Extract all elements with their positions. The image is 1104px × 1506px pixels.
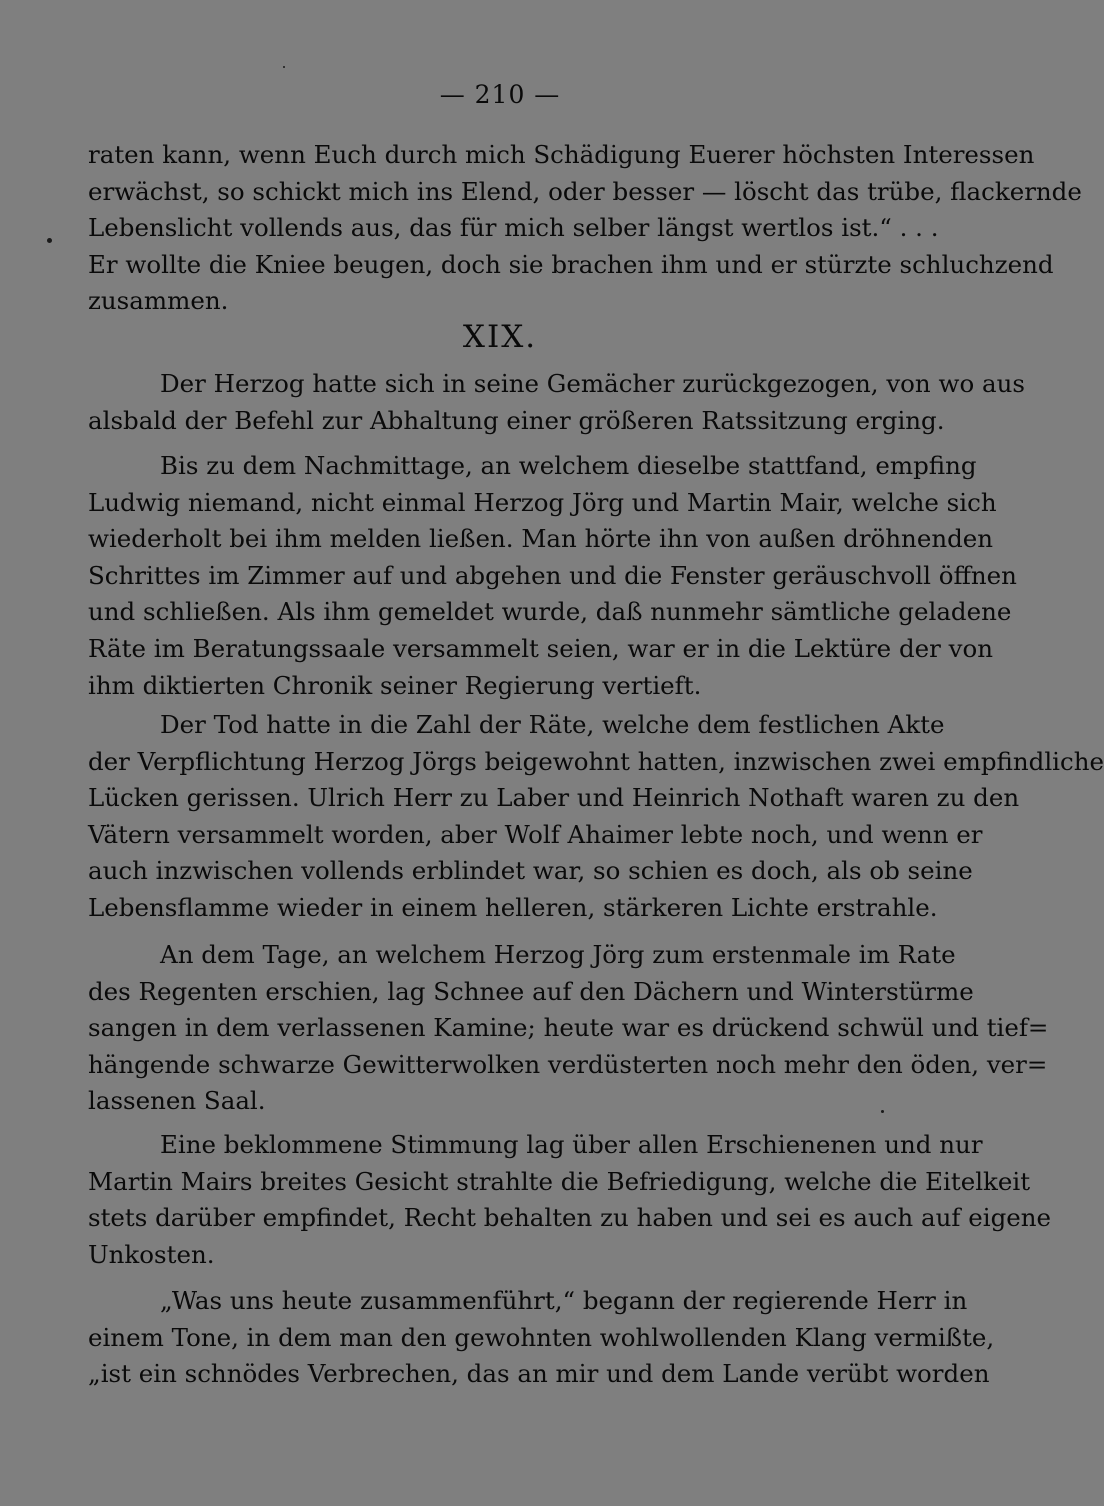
text-line: hängende schwarze Gewitterwolken verdüsterten noch mehr den öden, ver= [88, 1049, 1048, 1079]
paragraph-6 [88, 1283, 995, 1393]
text-line: Lücken gerissen. Ulrich Herr zu Laber und Heinrich Nothaft waren zu den [88, 783, 1020, 813]
text-line: Unkosten. [88, 1239, 215, 1269]
paragraph-2 [88, 448, 1017, 704]
text-line: Bis zu dem Nachmittage, an welchem dieselbe stattfand, empfing [160, 451, 977, 480]
text-line: raten kann, wenn Euch durch mich Schädigung Euerer höchsten Interessen [88, 140, 1035, 169]
text-line: Lebenslicht vollends aus, das für mich selber längst wertlos ist.“ . . . [88, 213, 939, 243]
text-line: Martin Mairs breites Gesicht strahlte die Befriedigung, welche die Eitelkeit [88, 1166, 1031, 1196]
text-line: Vätern versammelt worden, aber Wolf Ahaimer lebte noch, und wenn er [88, 819, 983, 849]
text-line: alsbald der Befehl zur Abhaltung einer größeren Ratssitzung erging. [88, 405, 945, 435]
text-line: „ist ein schnödes Verbrechen, das an mir und dem Lande verübt worden [88, 1359, 990, 1389]
text-line: auch inzwischen vollends erblindet war, so schien es doch, als ob seine [88, 856, 973, 886]
text-line: stets darüber empfindet, Recht behalten zu haben und sei es auch auf eigene [88, 1203, 1052, 1233]
text-line: Er wollte die Kniee beugen, doch sie brachen ihm und er stürzte schluchzend [88, 249, 1054, 279]
text-line: An dem Tage, an welchem Herzog Jörg zum erstenmale im Rate [160, 940, 956, 969]
text-line: Schrittes im Zimmer auf und abgehen und die Fenster geräuschvoll öffnen [88, 560, 1017, 590]
ink-speck [881, 1110, 884, 1113]
paragraph-5 [88, 1127, 1052, 1273]
text-line: und schließen. Als ihm gemeldet wurde, daß nunmehr sämtliche geladene [88, 597, 1012, 627]
ink-speck [283, 66, 285, 68]
text-line: erwächst, so schickt mich ins Elend, oder besser — löscht das trübe, flackernde [88, 176, 1082, 206]
text-line: einem Tone, in dem man den gewohnten wohlwollenden Klang vermißte, [88, 1322, 995, 1352]
text-line: „Was uns heute zusammenführt,“ begann der regierende Herr in [160, 1286, 968, 1315]
text-line: zusammen. [88, 286, 229, 316]
paragraph-3 [88, 707, 1104, 927]
text-line: ihm diktierten Chronik seiner Regierung vertieft. [88, 670, 702, 700]
text-line: Lebensflamme wieder in einem helleren, stärkeren Lichte erstrahle. [88, 892, 938, 922]
text-line: wiederholt bei ihm melden ließen. Man hörte ihn von außen dröhnenden [88, 524, 994, 554]
page-number: — 210 — [439, 80, 561, 109]
text-line: lassenen Saal. [88, 1086, 266, 1116]
paragraph-1 [88, 366, 1025, 439]
text-line: der Verpflichtung Herzog Jörgs beigewohnt hatten, inzwischen zwei empfindliche [88, 746, 1104, 776]
text-line: Ludwig niemand, nicht einmal Herzog Jörg und Martin Mair, welche sich [88, 487, 997, 517]
text-line: Der Herzog hatte sich in seine Gemächer zurückgezogen, von wo aus [160, 369, 1025, 398]
text-line: Räte im Beratungssaale versammelt seien, war er in die Lektüre der von [88, 633, 993, 663]
paragraph-4 [88, 937, 1049, 1120]
text-line: des Regenten erschien, lag Schnee auf den Dächern und Winterstürme [88, 976, 974, 1006]
text-line: Eine beklommene Stimmung lag über allen Erschienenen und nur [160, 1130, 983, 1159]
ink-speck [47, 238, 52, 243]
chapter-heading: XIX. [462, 319, 538, 355]
top-paragraph [88, 137, 1082, 320]
text-line: sangen in dem verlassenen Kamine; heute war es drückend schwül und tief= [88, 1013, 1049, 1043]
text-line: Der Tod hatte in die Zahl der Räte, welche dem festlichen Akte [160, 710, 945, 739]
